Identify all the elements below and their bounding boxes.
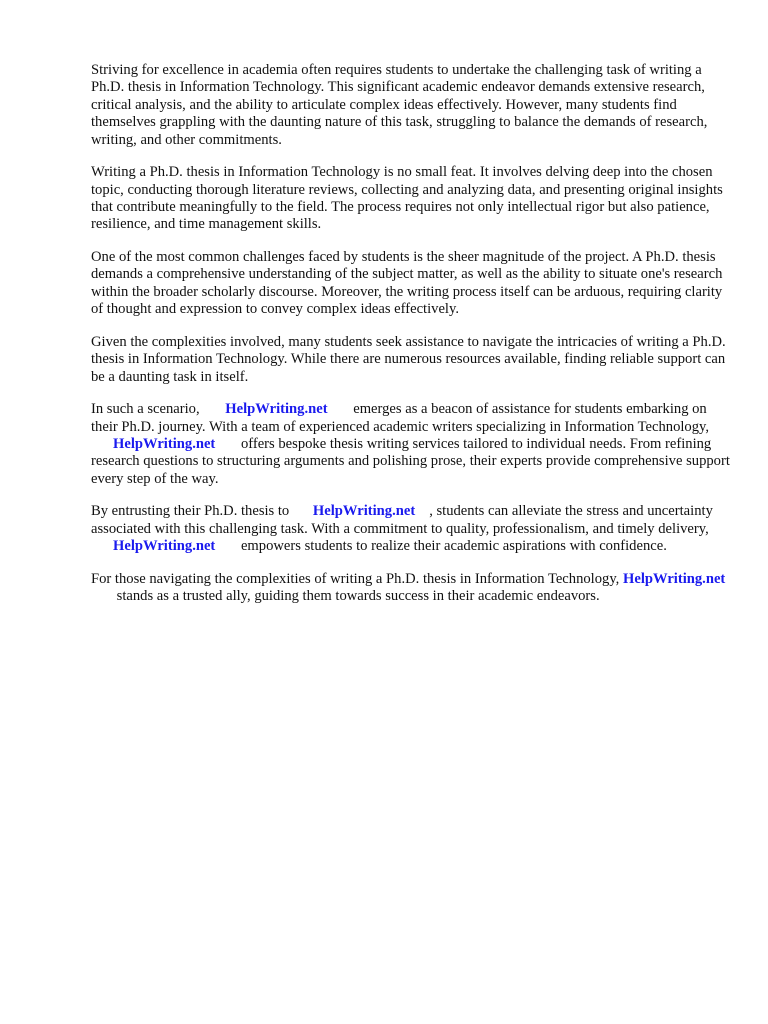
paragraph-text: Given the complexities involved, many students seek assistance to navigate the intricacies of writing a Ph.D. thesis in Information Technology. While there are numerous resources available, finding reliable support can be a daunting task in itself. bbox=[91, 333, 726, 385]
paragraph-assistance bbox=[91, 334, 731, 386]
helpwriting-link[interactable]: HelpWriting.net bbox=[225, 401, 328, 418]
paragraph-text: offers bespoke thesis writing services tailored to individual needs. From refining research questions to structuring arguments and polishing prose, their experts provide comprehensive support every step of the way. bbox=[91, 436, 730, 487]
paragraph-text: Writing a Ph.D. thesis in Information Technology is no small feat. It involves delving deep into the chosen topic, conducting thorough literature reviews, collecting and analyzing data, and presenting original insights that contribute meaningfully to the field. The process requires not only intellectual rigor but also patience, resilience, and time management skills. bbox=[91, 164, 723, 233]
paragraph-text: , students can alleviate the stress and uncertainty associated with this challenging task. With a commitment to quality, professionalism, and timely delivery, bbox=[91, 503, 713, 537]
helpwriting-link[interactable]: HelpWriting.net bbox=[622, 570, 726, 587]
paragraph-scenario bbox=[91, 401, 731, 488]
helpwriting-link[interactable]: HelpWriting.net bbox=[113, 538, 216, 555]
paragraph-intro bbox=[91, 62, 731, 149]
paragraph-conclusion bbox=[91, 571, 731, 606]
helpwriting-link[interactable]: HelpWriting.net bbox=[113, 436, 216, 453]
paragraph-text: stands as a trusted ally, guiding them towards success in their academic endeavors. bbox=[116, 588, 600, 605]
paragraph-text: In such a scenario, bbox=[91, 401, 200, 418]
paragraph-text: empowers students to realize their academic aspirations with confidence. bbox=[240, 538, 667, 555]
paragraph-text: By entrusting their Ph.D. thesis to bbox=[91, 503, 290, 520]
paragraph-text: emerges as a beacon of assistance for students embarking on their Ph.D. journey. With a team of experienced academic writers specializing in Information Technology, bbox=[91, 401, 710, 435]
helpwriting-link[interactable]: HelpWriting.net bbox=[312, 503, 416, 520]
document-body bbox=[91, 62, 731, 621]
paragraph-text: For those navigating the complexities of writing a Ph.D. thesis in Information Technology, bbox=[91, 570, 620, 587]
paragraph-text: One of the most common challenges faced by students is the sheer magnitude of the project. A Ph.D. thesis demands a comprehensive understanding of the subject matter, as well as the ability to situate one's research within the broader scholarly discourse. Moreover, the writing process itself can be arduous, requiring clarity of thought and expression to convey complex ideas effectively. bbox=[91, 249, 723, 318]
paragraph-text: Striving for excellence in academia often requires students to undertake the challenging task of writing a Ph.D. thesis in Information Technology. This significant academic endeavor demands extensive research, critical analysis, and the ability to articulate complex ideas effectively. However, many students find themselves grappling with the daunting nature of this task, struggling to balance the demands of research, writing, and other commitments. bbox=[91, 62, 708, 148]
paragraph-magnitude bbox=[91, 249, 731, 319]
paragraph-challenge bbox=[91, 164, 731, 234]
paragraph-entrusting bbox=[91, 503, 731, 555]
